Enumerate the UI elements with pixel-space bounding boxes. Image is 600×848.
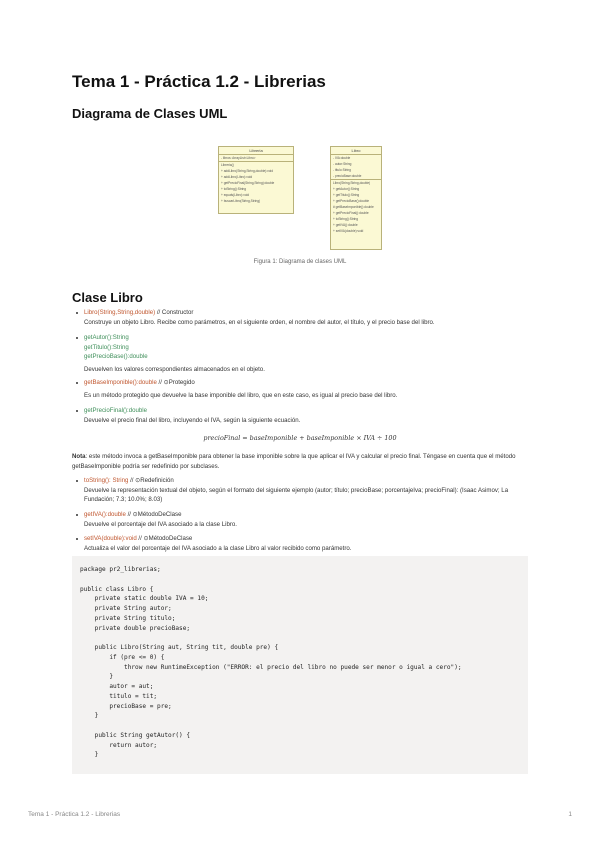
method-item-base-imponible: [72, 378, 528, 400]
method-signature: Libro(String,String,double): [84, 309, 156, 316]
method-signature: toString(): String: [84, 477, 129, 484]
method-item-getters: [72, 333, 528, 374]
method-note: // ⊙Protegido: [156, 379, 195, 386]
method-description: Devuelve la representación textual del objeto, según el formato del siguiente ejemplo (autor; título; precioBase; porcentajeIva; precioFinal): (Isaac Asimov; La Fundación; 7.3; 10.0%; 8.03): [84, 486, 509, 503]
uml-method: + setIVA(double):void: [333, 229, 364, 233]
uml-method: + getTitulo():String: [333, 193, 360, 197]
uml-attr: - titulo:String: [333, 168, 351, 172]
section-heading-uml: Diagrama de Clases UML: [72, 106, 228, 121]
uml-method: + getIVA():double: [333, 223, 358, 227]
page-number: 1: [568, 811, 572, 818]
uml-method: + buscarLibro(String,String): [221, 199, 261, 203]
uml-method: + equals(Libro):void: [221, 193, 250, 197]
method-item-getiva: [72, 510, 528, 529]
method-signature: getBaseImponible():double: [84, 379, 157, 386]
method-note: // Constructor: [155, 309, 194, 316]
uml-method: + getPrecioBase():double: [333, 199, 370, 203]
method-signature: setIVA(double):void: [84, 535, 137, 542]
method-note: // ⊙MétodoDeClase: [125, 511, 182, 518]
method-item-tostring: [72, 476, 528, 505]
uml-method: Libreria(): [221, 163, 234, 167]
footer-title: Tema 1 - Práctica 1.2 - Librerias: [28, 811, 121, 818]
page-title: Tema 1 - Práctica 1.2 - Librerias: [72, 72, 326, 91]
method-description: Es un método protegido que devuelve la base imponible del libro, que en este caso, es igual al precio base del libro.: [84, 391, 398, 399]
uml-method: + addLibro(Libro):void: [221, 175, 253, 179]
method-description: Devuelven los valores correspondientes almacenados en el objeto.: [84, 365, 265, 373]
uml-method: + addLibro(String,String,double):void: [221, 169, 274, 173]
method-signature: getAutor():String: [84, 334, 129, 341]
method-signature: getPrecioBase():double: [84, 353, 148, 360]
method-description: Construye un objeto Libro. Recibe como parámetros, en el siguiente orden, el nombre del autor, el título, y el precio base del libro.: [84, 318, 435, 326]
uml-method: + getAutor():String: [333, 187, 360, 191]
formula: precioFinal = baseImponible + baseImponible × IVA ÷ 100: [203, 434, 397, 442]
figure-caption: Figura 1: Diagrama de clases UML: [253, 259, 347, 265]
method-note: // ⊙Redefinición: [128, 477, 174, 484]
nota-paragraph: [72, 452, 528, 471]
uml-method: + toString():String: [221, 187, 247, 191]
uml-attr: - autor:String: [333, 162, 352, 166]
method-signature: getTitulo():String: [84, 343, 129, 351]
method-description: Devuelve el porcentaje del IVA asociado a la clase Libro.: [84, 520, 238, 528]
method-item-precio-final: [72, 406, 528, 425]
method-signature: getPrecioFinal():double: [84, 407, 148, 414]
uml-class-header: Libro: [331, 147, 381, 155]
uml-method: + getPrecioFinal(String,String):double: [221, 181, 275, 185]
method-note: // ⊙MétodoDeClase: [136, 535, 193, 542]
uml-attr: - libros: ArrayList<Libro>: [221, 156, 256, 160]
uml-method: + getPrecioFinal():double: [333, 211, 369, 215]
uml-method: Libro(String,String,double): [333, 181, 371, 185]
nota-text: : este método invoca a getBaseImponible para obtener la base imponible sobre la que aplicar el IVA y calcular el precio final. Téngase en cuenta que el método getBaseImponible podría ser redefinido por subclases.: [72, 453, 516, 470]
method-description: Actualiza el valor del porcentaje del IVA asociado a la clase Libro al valor recibido como parámetro.: [84, 544, 352, 552]
method-item-constructor: [72, 308, 528, 327]
code-block: package pr2_librerias; public class Libro { private static double IVA = 10; private String autor; private String titulo; private double precioBase; public Libro(String aut, String tit, double pre) { if (pre <= 0) { throw new RuntimeException ("ERROR: el precio del libro no puede ser menor o igual a cero"); } autor = aut; titulo = tit; precioBase = pre; } public String getAutor() { return autor; }: [72, 556, 528, 774]
method-signature: getIVA():double: [84, 511, 126, 518]
method-item-setiva: [72, 534, 528, 553]
uml-method: # getBaseImponible():double: [333, 205, 374, 209]
section-heading-libro: Clase Libro: [72, 290, 143, 305]
uml-attr: - precioBase:double: [333, 174, 362, 178]
uml-class-libreria: [218, 146, 294, 214]
nota-label: Nota: [72, 453, 86, 460]
method-description: Devuelve el precio final del libro, incluyendo el IVA, según la siguiente ecuación.: [84, 416, 301, 424]
uml-class-libro: [330, 146, 382, 250]
uml-class-header: Libreria: [219, 147, 293, 155]
uml-method: + toString():String: [333, 217, 359, 221]
uml-attr: - IVA:double: [333, 156, 351, 160]
